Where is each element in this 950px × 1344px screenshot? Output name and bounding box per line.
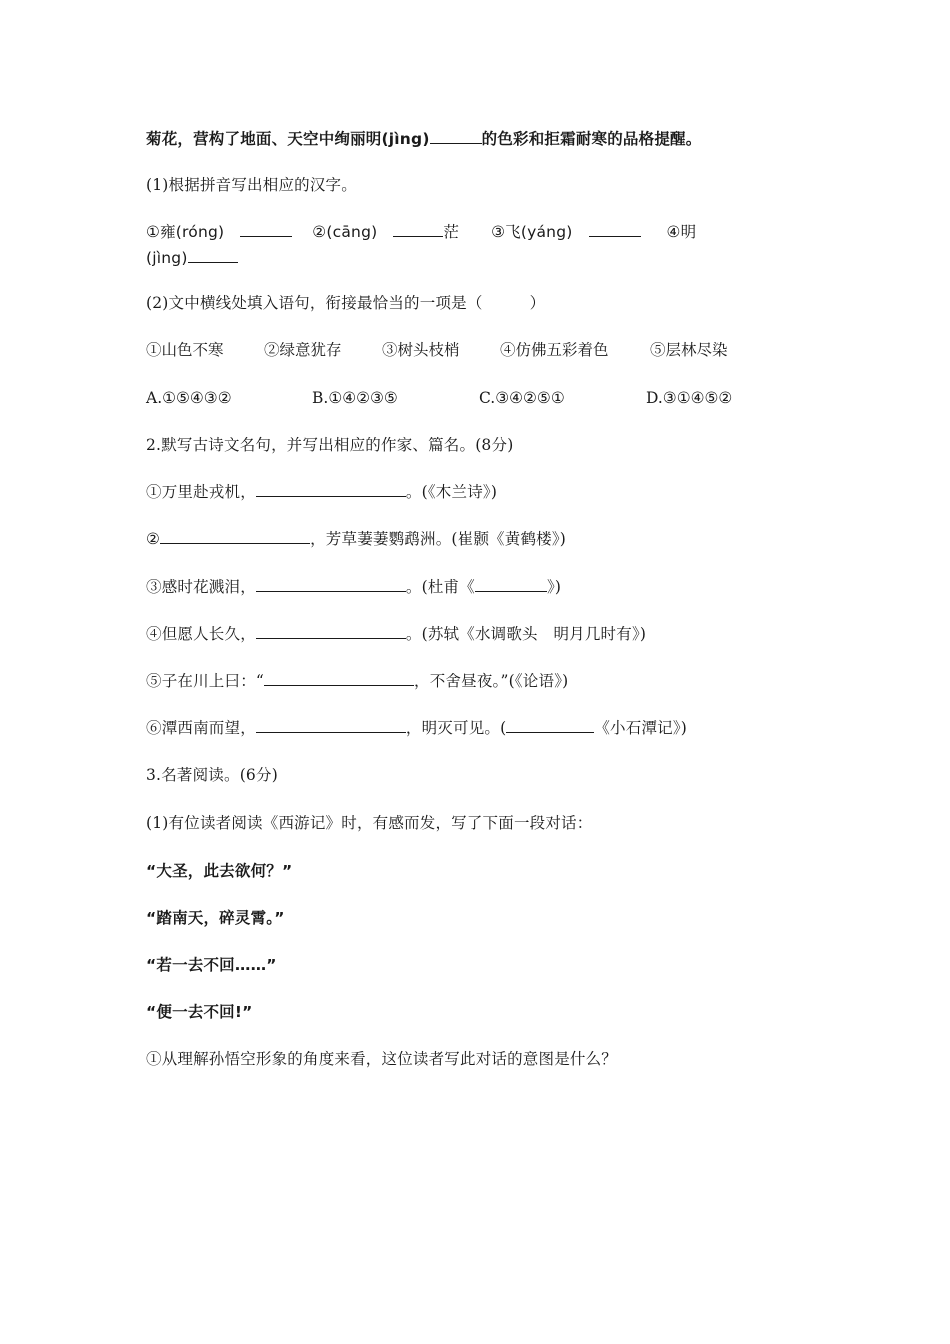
phrase-option: ②绿意犹存 [264, 341, 342, 359]
poem-line-5-post: ，不舍昼夜。”(《论语》) [414, 672, 569, 690]
answer-blank[interactable] [188, 248, 238, 263]
dialogue-line-2: “踏南天，碎灵霄。” [146, 909, 285, 927]
poem-line-3-mid: 。(杜甫《 [405, 578, 475, 596]
phrase-option: ④仿佛五彩着色 [500, 341, 609, 359]
q3-part1-prompt: (1)有位读者阅读《西游记》时，有感而发，写了下面一段对话： [146, 814, 593, 832]
q1-2-prompt: (2)文中横线处填入语句，衔接最恰当的一项是（ ） [146, 294, 546, 312]
answer-blank[interactable] [240, 222, 292, 237]
pinyin-item-1: ①雍(róng) [146, 223, 225, 241]
poem-line-5 [146, 671, 568, 691]
poem-line-2-pre: ② [146, 530, 161, 548]
dialogue-line-3: “若一去不回……” [146, 956, 277, 974]
intro-text-after: 的色彩和拒霜耐寒的品格提醒。 [481, 130, 702, 148]
phrase-option: ③树头枝梢 [382, 341, 460, 359]
q3-title: 3.名著阅读。(6分) [146, 766, 278, 784]
answer-blank[interactable] [256, 718, 406, 733]
poem-line-6 [146, 718, 687, 738]
poem-line-5-pre: ⑤子在川上曰：“ [146, 672, 265, 690]
choice-a[interactable]: A.①⑤④③② [146, 389, 232, 407]
pinyin-item-2: ②(cāng) [312, 223, 378, 241]
intro-text-before: 菊花，营构了地面、天空中绚丽明(jìng) [146, 130, 430, 148]
answer-blank[interactable] [264, 671, 414, 686]
phrase-option: ①山色不寒 [146, 341, 224, 359]
answer-blank[interactable] [256, 577, 406, 592]
q3-question: ①从理解孙悟空形象的角度来看，这位读者写此对话的意图是什么？ [146, 1050, 618, 1068]
poem-line-6-mid: ，明灭可见。( [405, 719, 507, 737]
phrase-option: ⑤层林尽染 [650, 341, 728, 359]
answer-blank[interactable] [160, 529, 310, 544]
poem-line-3-pre: ③感时花溅泪， [146, 578, 256, 596]
answer-blank[interactable] [475, 577, 547, 592]
pinyin-item-4: ④明 [666, 223, 697, 241]
answer-blank[interactable] [256, 624, 406, 639]
answer-blank[interactable] [430, 129, 482, 144]
answer-blank[interactable] [256, 482, 406, 497]
pinyin-items-row [146, 222, 696, 242]
poem-line-3-post: 》) [546, 578, 562, 596]
choice-c[interactable]: C.③④②⑤① [479, 389, 565, 407]
poem-line-4-post: 。(苏轼《水调歌头 明月几时有》) [405, 625, 647, 643]
q2-title: 2.默写古诗文名句，并写出相应的作家、篇名。(8分) [146, 436, 514, 454]
poem-line-4-pre: ④但愿人长久， [146, 625, 256, 643]
q1-1-prompt: (1)根据拼音写出相应的汉字。 [146, 176, 357, 194]
poem-line-2 [146, 529, 566, 549]
dialogue-line-1: “大圣，此去欲何？” [146, 862, 293, 880]
poem-line-6-post: 《小石潭记》) [594, 719, 688, 737]
answer-blank[interactable] [393, 222, 443, 237]
intro-line [146, 129, 701, 149]
poem-line-1 [146, 482, 497, 502]
choice-d[interactable]: D.③①④⑤② [646, 389, 733, 407]
choice-b[interactable]: B.①④②③⑤ [312, 389, 398, 407]
poem-line-2-post: ，芳草萋萋鹦鹉洲。(崔颢《黄鹤楼》) [310, 530, 567, 548]
poem-line-6-pre: ⑥潭西南而望， [146, 719, 256, 737]
poem-line-1-post: 。(《木兰诗》) [405, 483, 498, 501]
pinyin-item-2-suffix: 茫 [443, 223, 460, 241]
answer-blank[interactable] [506, 718, 594, 733]
answer-blank[interactable] [589, 222, 641, 237]
dialogue-line-4: “便一去不回!” [146, 1003, 253, 1021]
pinyin-item-4-cont-row [146, 248, 238, 268]
pinyin-item-3: ③飞(yáng) [491, 223, 573, 241]
poem-line-1-pre: ①万里赴戎机， [146, 483, 256, 501]
pinyin-item-4-cont: (jìng) [146, 249, 188, 267]
poem-line-3 [146, 577, 561, 597]
poem-line-4 [146, 624, 646, 644]
